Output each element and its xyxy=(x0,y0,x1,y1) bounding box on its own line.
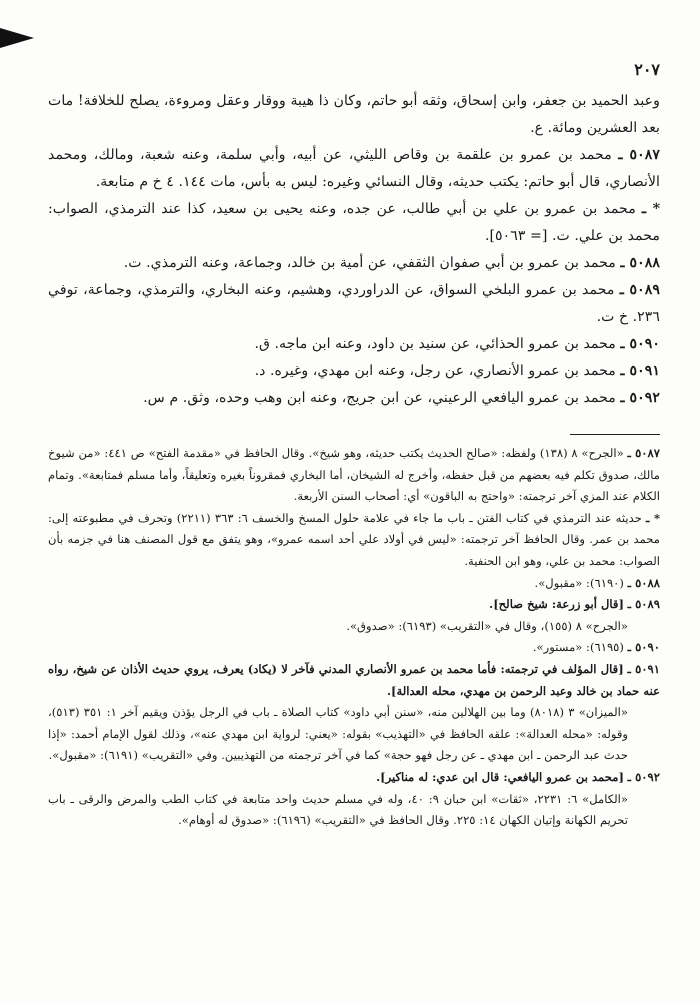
document-page xyxy=(48,60,660,998)
note-5090: ٥٠٩٠ ـ (٦١٩٥): «مستور». xyxy=(532,640,660,655)
note-5092-detail: «الكامل» ٦: ٢٢٣١، «ثقات» ابن حبان ٩: ٤٠، وله في مسلم حديث واحد متابعة في كتاب الطب والمرض والرقى ـ باب تحريم الكهانة وإتيان الكهان ١٤: ٢٢٥. وقال الحافظ في «التقريب» (٦١٩٦): «صدوق له أوهام». xyxy=(48,791,628,828)
entry-5092: ٥٠٩٢ ـ محمد بن عمرو اليافعي الرعيني، عن ابن جريج، وعنه ابن وهب وحده، وثق. م س. xyxy=(143,390,660,406)
entry-5088: ٥٠٨٨ ـ محمد بن عمرو بن أبي صفوان الثقفي، عن أمية بن خالد، وجماعة، وعنه الترمذي. ت. xyxy=(123,255,660,271)
page-number: ٢٠٧ xyxy=(634,60,660,79)
note-5092: ٥٠٩٢ ـ [محمد بن عمرو اليافعي: قال ابن عدي: له مناكير]. xyxy=(376,769,660,784)
main-entries xyxy=(48,88,660,412)
entry-5087: ٥٠٨٧ ـ محمد بن عمرو بن علقمة بن وقاص الليثي، عن أبيه، وأبي سلمة، وعنه شعبة، ومالك، ومحمد الأنصاري، قال أبو حاتم: يكتب حديثه، وقال النسائي وغيره: ليس به بأس، مات ١٤٤. ٤ خ م متابعة. xyxy=(48,147,660,190)
entry-continuation: وعبد الحميد بن جعفر، وابن إسحاق، وثقه أبو حاتم، وكان ذا هيبة ووقار وعقل ومروءة، يصلح للخلافة! مات بعد العشرين ومائة. ع. xyxy=(48,93,660,136)
corner-mark xyxy=(0,28,34,48)
note-5089: ٥٠٨٩ ـ [قال أبو زرعة: شيخ صالح]. xyxy=(489,597,660,612)
footnotes xyxy=(48,443,660,832)
entry-5090: ٥٠٩٠ ـ محمد بن عمرو الحذائي، عن سنيد بن داود، وعنه ابن ماجه. ق. xyxy=(254,336,660,352)
footnote-divider xyxy=(570,434,660,435)
entry-starred: * ـ محمد بن عمرو بن علي بن أبي طالب، عن جده، وعنه يحيى بن سعيد، كذا عند الترمذي، الصواب: محمد بن علي. ت. [= ٥٠٦٣]. xyxy=(48,201,661,244)
entry-5091: ٥٠٩١ ـ محمد بن عمرو الأنصاري، عن رجل، وعنه ابن مهدي، وغيره. د. xyxy=(254,363,660,379)
note-5087: ٥٠٨٧ ـ «الجرح» ٨ (١٣٨) ولفظه: «صالح الحديث يكتب حديثه، وهو شيخ». وقال الحافظ في «مقدمة الفتح» ص ٤٤١: «من شيوخ مالك، صدوق تكلم فيه بعضهم من قبل حفظه، وأخرج له الشيخان، أما البخاري فمقروناً بغيره وتعليقاً، وأما مسلم فمتابعة». وتمام الكلام عند المزي آخر ترجمته: «واحتج به الباقون» أي: أصحاب السنن الأربعة. xyxy=(48,446,660,504)
entry-5089: ٥٠٨٩ ـ محمد بن عمرو البلخي السواق، عن الدراوردي، وهشيم، وعنه البخاري، والترمذي، وجماعة، توفي ٢٣٦. خ ت. xyxy=(48,282,660,325)
note-5091: ٥٠٩١ ـ [قال المؤلف في ترجمته: فأما محمد بن عمرو الأنصاري المدني فآخر لا (يكاد) يعرف، يروي حديث الأذان عن شيخ، رواه عنه حماد بن خالد وعبد الرحمن بن مهدي، محله العدالة]. xyxy=(48,661,661,698)
note-5088: ٥٠٨٨ ـ (٦١٩٠): «مقبول». xyxy=(534,575,660,590)
note-starred: * ـ حديثه عند الترمذي في كتاب الفتن ـ باب ما جاء في علامة حلول المسخ والخسف ٦: ٣٦٣ (٢٢١١) وتحرف في مطبوعته إلى: محمد بن عمر. وقال الحافظ آخر ترجمته: «ليس في أولاد علي أحد اسمه عمرو»، وهو يتفق مع قول المصنف هنا في جزمه بأن الصواب: محمد بن علي، وهو ابن الحنفية. xyxy=(48,510,661,568)
note-5091-detail: «الميزان» ٣ (٨٠١٨) وما بين الهلالين منه، «سنن أبي داود» كتاب الصلاة ـ باب في الرجل يؤذن ويقيم آخر ١: ٣٥١ (٥١٣)، وقوله: «محله العدالة»: علقه الحافظ في «التهذيب» بقوله: «يعني: لرواية ابن مهدي عنه»، وذلك لقول الإمام أحمد: «إذا حدث عبد الرحمن ـ ابن مهدي ـ عن رجل فهو حجة» كما في آخر ترجمته من التهذيبين. وفي «التقريب» (٦١٩١): «مقبول». xyxy=(48,705,628,763)
note-5089-detail: «الجرح» ٨ (١٥٥)، وقال في «التقريب» (٦١٩٣): «صدوق». xyxy=(346,618,628,633)
